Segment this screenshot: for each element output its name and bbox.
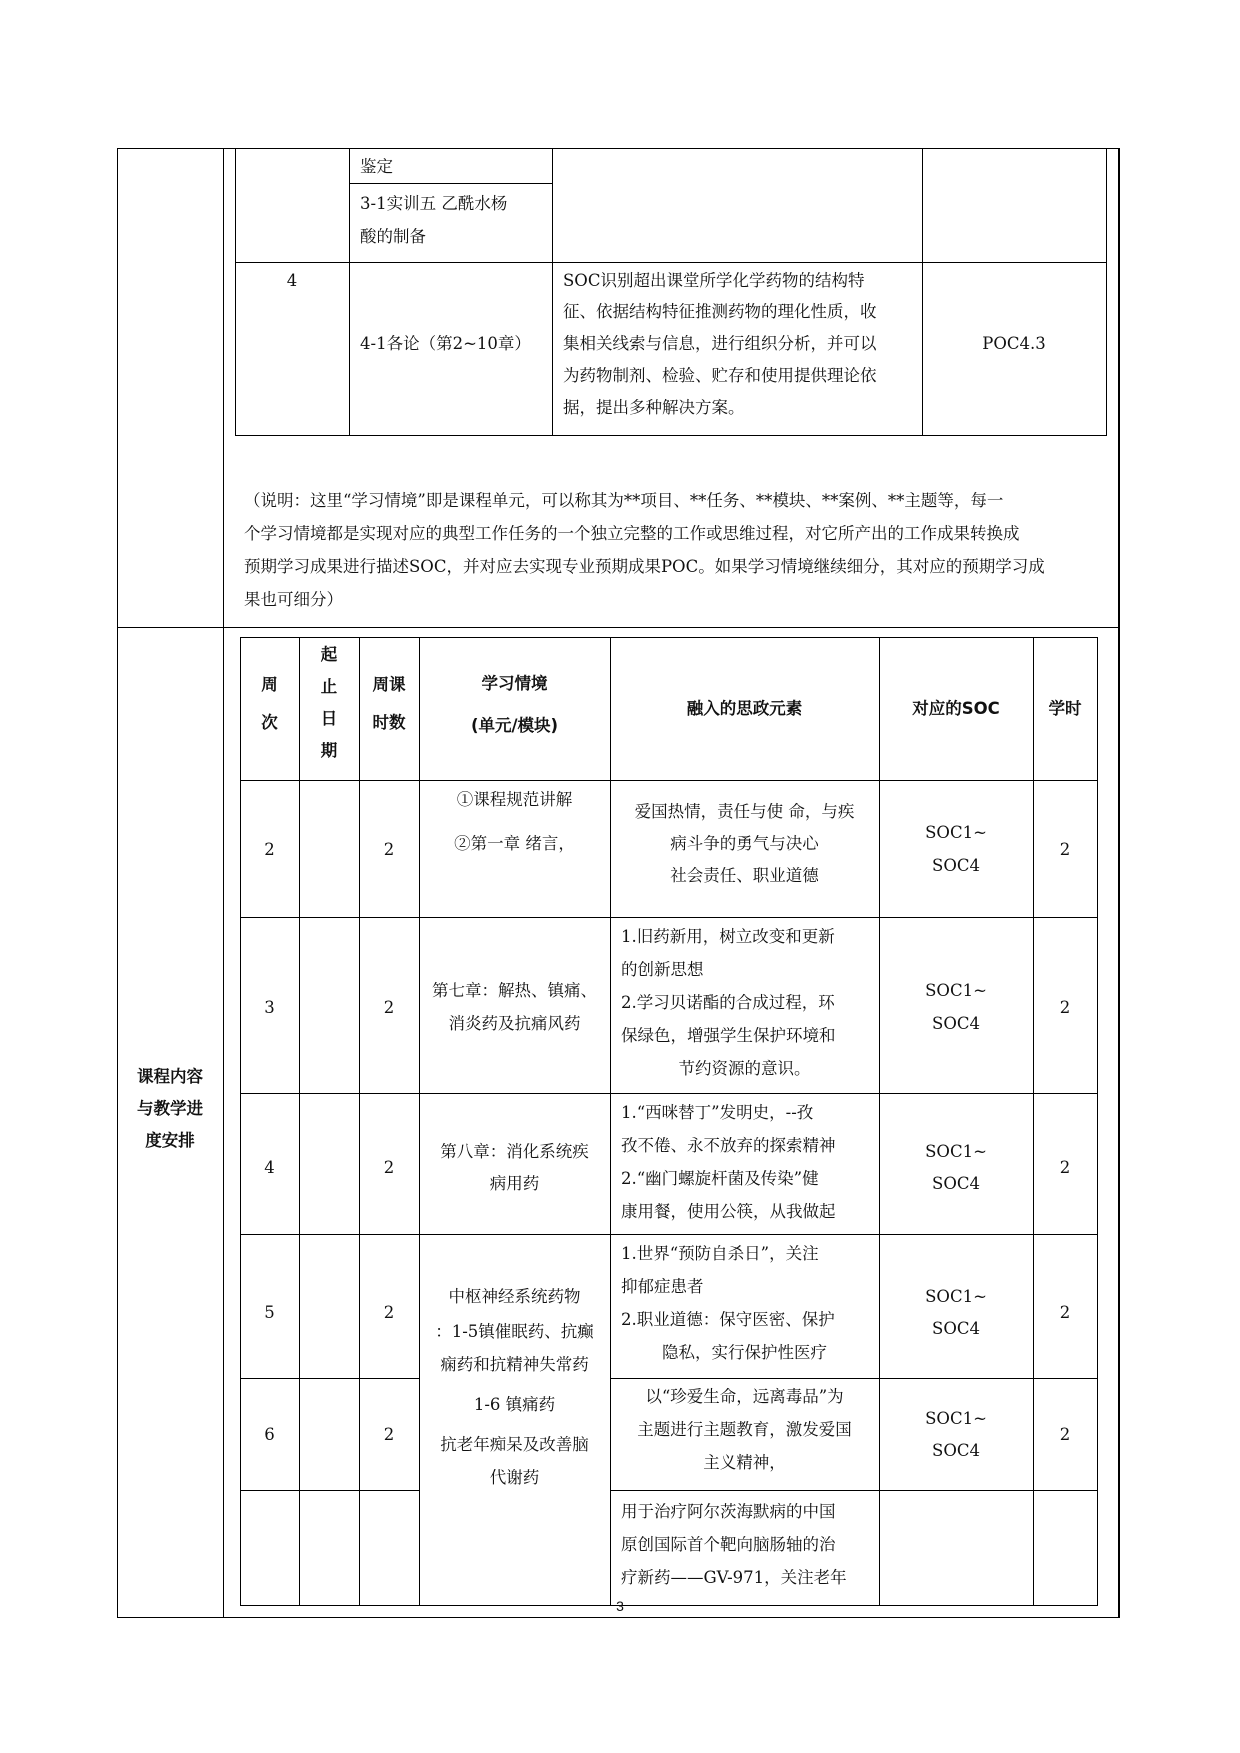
unit-line: 酸的制备 <box>360 227 426 246</box>
unit-line: 鉴定 <box>360 157 393 176</box>
explanation-note <box>244 484 1114 616</box>
header-hours: 学时 <box>1048 699 1082 718</box>
note-line: （说明：这里“学习情境”即是课程单元，可以称其为**项目、**任务、**模块、**案例、**主题等，每一 <box>244 491 1004 510</box>
page-number: 3 <box>616 1598 624 1614</box>
header-week: 周 <box>261 675 278 694</box>
header-unit: 学习情境 <box>481 674 548 693</box>
header-ideology: 融入的思政元素 <box>686 699 803 718</box>
unit-line: 3-1实训五 乙酰水杨 <box>360 194 508 213</box>
header-soc: 对应的SOC <box>912 699 1000 718</box>
note-line: 果也可细分） <box>244 590 343 609</box>
week-cell: 4 <box>286 271 298 290</box>
soc-line: SOC识别超出课堂所学化学药物的结构特 <box>563 271 865 290</box>
header-weekly-hours: 周课 <box>372 675 406 694</box>
note-line: 个学习情境都是实现对应的典型工作任务的一个独立完整的工作或思维过程，对它所产出的工作成果转换成 <box>244 524 1020 543</box>
note-line: 预期学习成果进行描述SOC，并对应去实现专业预期成果POC。如果学习情境继续细分，其对应的预期学习成 <box>244 557 1045 576</box>
soc-line: 据，提出多种解决方案。 <box>563 398 745 417</box>
unit-line: 4-1各论（第2~10章） <box>360 334 531 353</box>
soc-line: 集相关线索与信息，进行组织分析，并可以 <box>563 334 877 353</box>
header-dates: 起 <box>320 645 338 664</box>
soc-line: 为药物制剂、检验、贮存和使用提供理论依 <box>563 366 877 385</box>
soc-line: 征、依据结构特征推测药物的理化性质，收 <box>563 302 877 321</box>
poc-cell: POC4.3 <box>982 334 1046 353</box>
